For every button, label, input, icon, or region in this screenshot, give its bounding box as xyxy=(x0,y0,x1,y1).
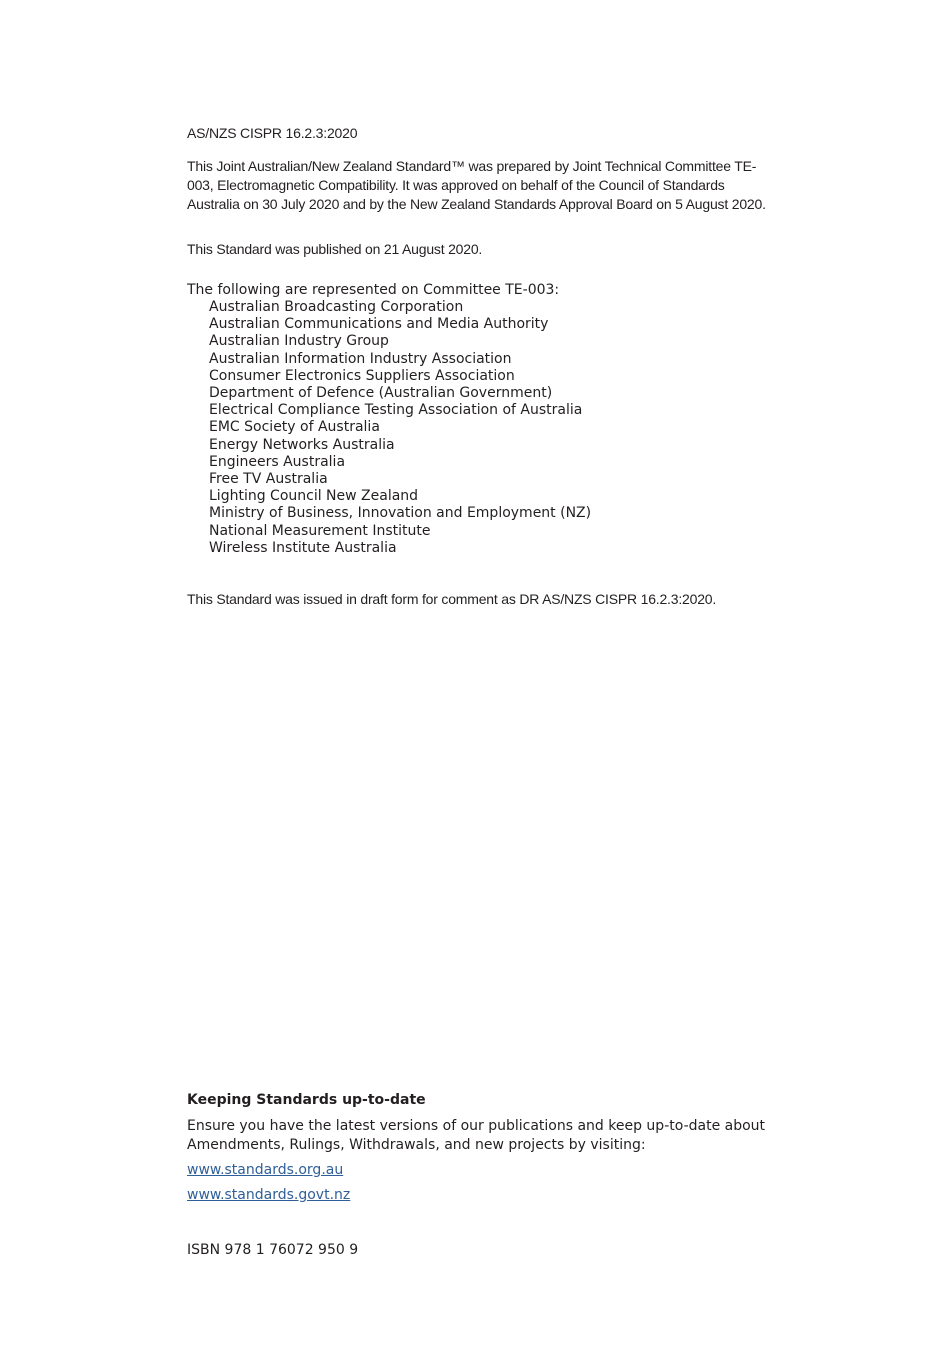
document-designation: AS/NZS CISPR 16.2.3:2020 xyxy=(187,125,358,141)
committee-member: Australian Information Industry Association xyxy=(209,350,512,367)
committee-member: Engineers Australia xyxy=(209,453,346,470)
committee-member: National Measurement Institute xyxy=(209,522,431,539)
committee-member: Free TV Australia xyxy=(209,471,328,488)
committee-member: Wireless Institute Australia xyxy=(209,539,397,556)
keeping-standards-heading: Keeping Standards up-to-date xyxy=(187,1092,426,1108)
standards-nz-link[interactable]: www.standards.govt.nz xyxy=(187,1187,351,1203)
committee-section xyxy=(187,281,591,557)
standards-australia-link[interactable]: www.standards.org.au xyxy=(187,1162,344,1178)
committee-member: Australian Broadcasting Corporation xyxy=(209,299,464,315)
committee-member-list xyxy=(187,299,591,557)
published-note: This Standard was published on 21 August 2020. xyxy=(187,241,483,257)
committee-member: Australian Communications and Media Authority xyxy=(209,316,549,333)
committee-member: Australian Industry Group xyxy=(209,333,389,350)
keeping-standards-paragraph: Ensure you have the latest versions of our publications and keep up-to-date about Amendments, Rulings, Withdrawals, and new projects by visiting: xyxy=(187,1118,766,1153)
committee-member: Consumer Electronics Suppliers Association xyxy=(209,367,515,384)
committee-member: EMC Society of Australia xyxy=(209,419,380,436)
committee-member: Electrical Compliance Testing Association of Australia xyxy=(209,402,583,419)
draft-note: This Standard was issued in draft form for comment as DR AS/NZS CISPR 16.2.3:2020. xyxy=(187,591,717,607)
isbn: ISBN 978 1 76072 950 9 xyxy=(187,1242,359,1258)
committee-intro: The following are represented on Committee TE-003: xyxy=(187,282,560,298)
committee-member: Energy Networks Australia xyxy=(209,436,395,453)
committee-member: Lighting Council New Zealand xyxy=(209,488,419,505)
preparation-paragraph: This Joint Australian/New Zealand Standard™ was prepared by Joint Technical Committee TE-003, Electromagnetic Compatibility. It was approved on behalf of the Council of Standards Australia on 30 July 2020 and by the New Zealand Standards Approval Board on 5 August 2020. xyxy=(187,158,766,212)
committee-member: Department of Defence (Australian Government) xyxy=(209,385,553,402)
committee-member: Ministry of Business, Innovation and Employment (NZ) xyxy=(209,505,592,522)
